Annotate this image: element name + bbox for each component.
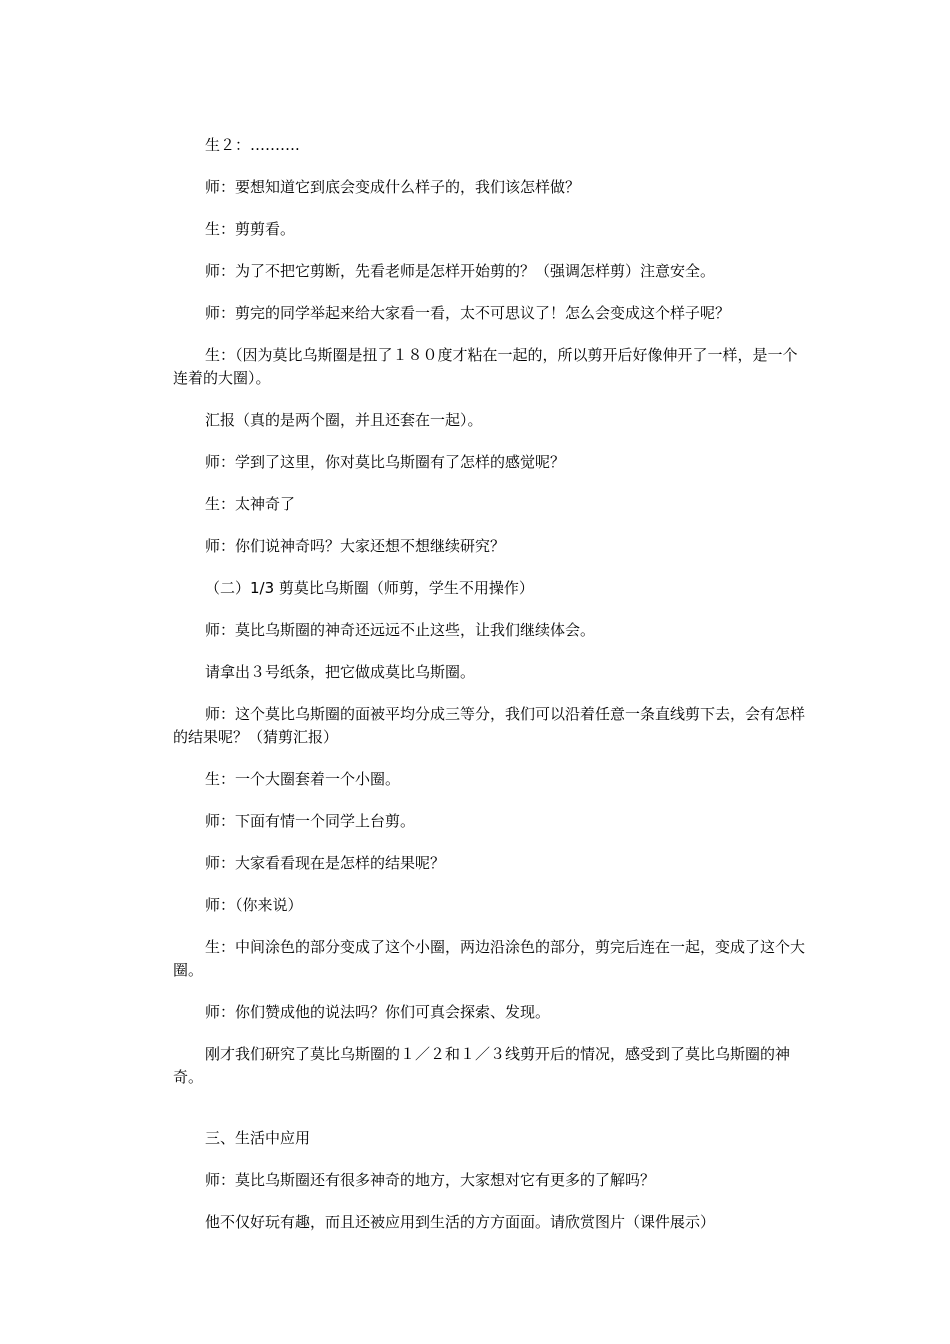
- paragraph-17: 师：大家看看现在是怎样的结果呢？: [205, 854, 446, 872]
- paragraph-21: 刚才我们研究了莫比乌斯圈的１／２和１／３线剪开后的情况，感受到了莫比乌斯圈的神奇。: [173, 1045, 791, 1086]
- paragraph-3: 生：剪剪看。: [205, 220, 296, 238]
- section-spacer: [173, 1108, 805, 1127]
- document-page: [173, 134, 805, 1253]
- paragraph-8: 师：学到了这里，你对莫比乌斯圈有了怎样的感觉呢？: [205, 453, 566, 471]
- paragraph-14: 师：这个莫比乌斯圈的面被平均分成三等分，我们可以沿着任意一条直线剪下去，会有怎样的结果呢？（猜剪汇报）: [173, 705, 806, 746]
- paragraph-13: 请拿出３号纸条，把它做成莫比乌斯圈。: [205, 663, 476, 681]
- paragraph-19: 生：中间涂色的部分变成了这个小圈，两边沿涂色的部分，剪完后连在一起，变成了这个大圈。: [173, 938, 806, 979]
- section-heading-3: 三、生活中应用: [205, 1129, 311, 1147]
- paragraph-4: 师：为了不把它剪断，先看老师是怎样开始剪的？（强调怎样剪）注意安全。: [205, 262, 716, 280]
- paragraph-6: 生：（因为莫比乌斯圈是扭了１８０度才粘在一起的，所以剪开后好像伸开了一样，是一个连着的大圈）。: [173, 346, 798, 387]
- paragraph-24: 他不仅好玩有趣，而且还被应用到生活的方方面面。请欣赏图片（课件展示）: [205, 1213, 716, 1231]
- section-heading-2: （二）1/3 剪莫比乌斯圈（师剪，学生不用操作）: [205, 579, 534, 597]
- paragraph-18: 师：（你来说）: [205, 896, 303, 914]
- paragraph-10: 师：你们说神奇吗？大家还想不想继续研究？: [205, 537, 506, 555]
- paragraph-9: 生：太神奇了: [205, 495, 296, 513]
- paragraph-15: 生：一个大圈套着一个小圈。: [205, 770, 401, 788]
- paragraph-7: 汇报（真的是两个圈，并且还套在一起）。: [205, 411, 483, 429]
- paragraph-23: 师：莫比乌斯圈还有很多神奇的地方，大家想对它有更多的了解吗？: [205, 1171, 656, 1189]
- paragraph-2: 师：要想知道它到底会变成什么样子的，我们该怎样做？: [205, 178, 581, 196]
- paragraph-1: 生２：……….: [205, 136, 300, 154]
- paragraph-20: 师：你们赞成他的说法吗？你们可真会探索、发现。: [205, 1003, 551, 1021]
- paragraph-5: 师：剪完的同学举起来给大家看一看，太不可思议了！怎么会变成这个样子呢？: [205, 304, 731, 322]
- paragraph-12: 师：莫比乌斯圈的神奇还远远不止这些，让我们继续体会。: [205, 621, 596, 639]
- paragraph-16: 师：下面有情一个同学上台剪。: [205, 812, 416, 830]
